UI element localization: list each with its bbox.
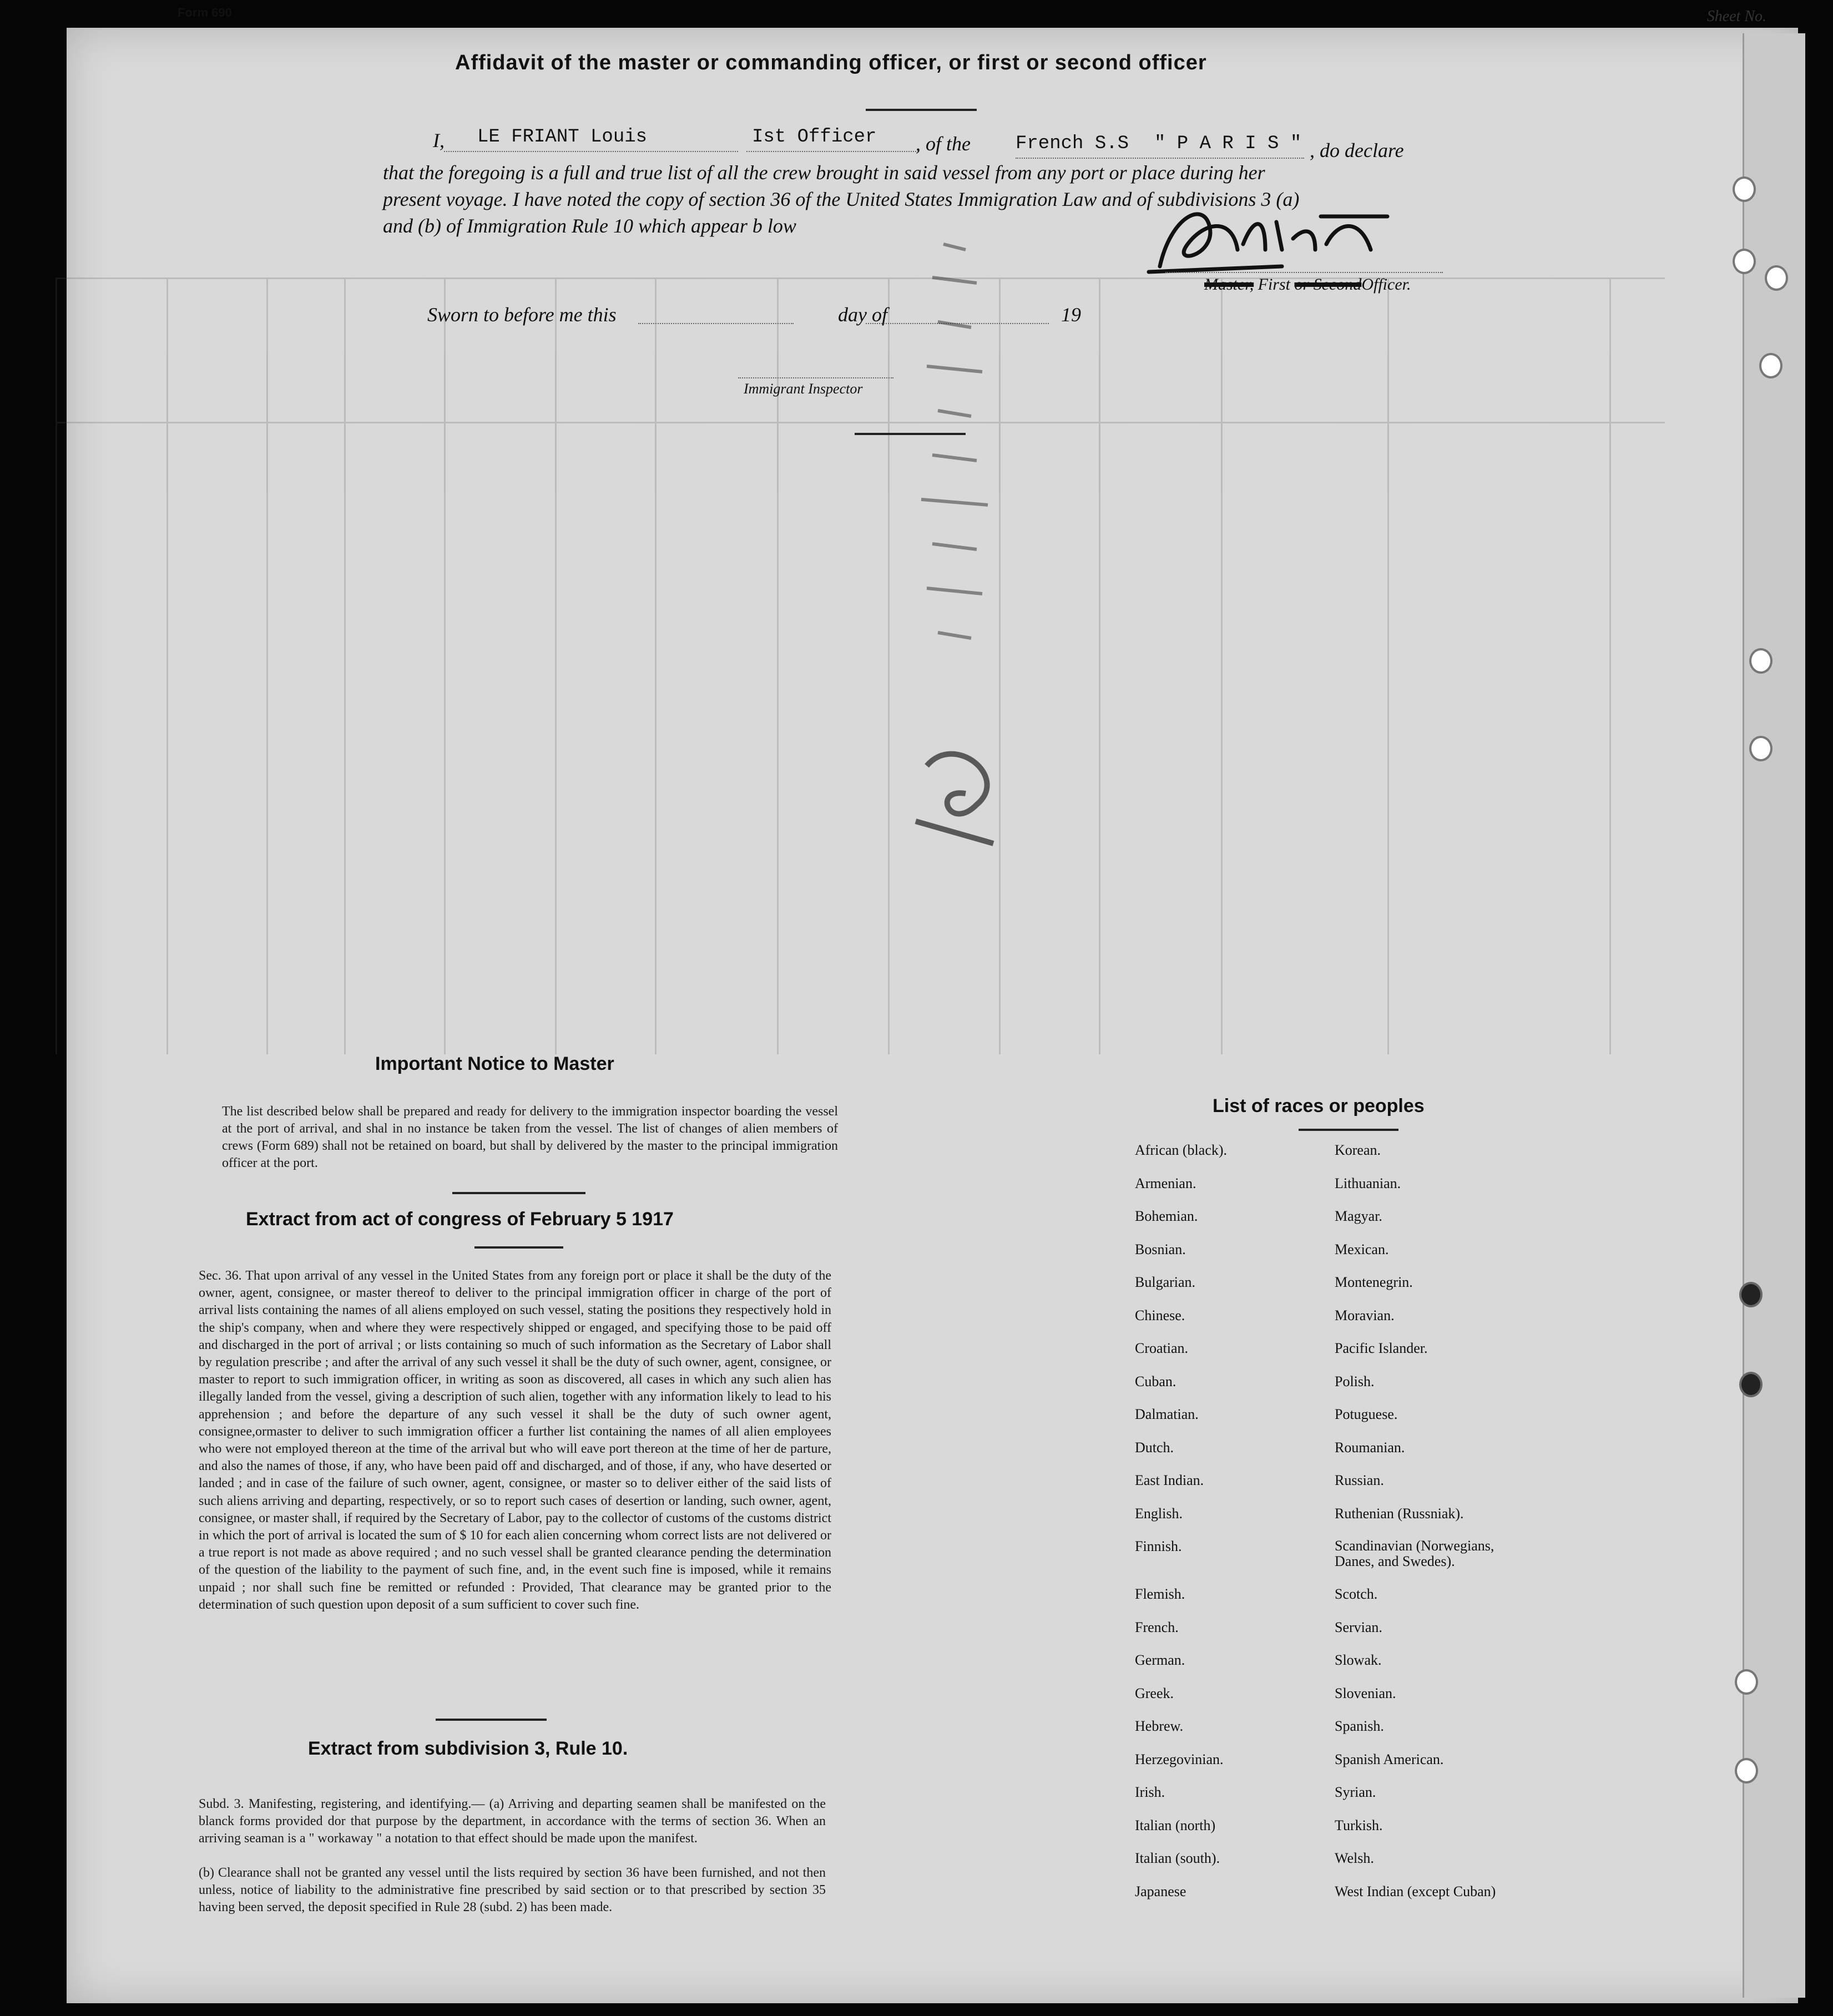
- punch-hole: [1749, 648, 1773, 674]
- affidavit-line-3: present voyage. I have noted the copy of section 36 of the United States Immigration Law and of subdivisions 3 (a): [383, 188, 1300, 210]
- race-item: Flemish.: [1135, 1586, 1185, 1602]
- affidavit-pronoun: I,: [433, 129, 445, 151]
- notice-body: The list described below shall be prepared and ready for delivery to the immigration inspector boarding the vessel at the port of arrival, and shal in no instance be taken from the vessel. The list of changes of alien members of crews (Form 689) shall not be retained on board, but shall by delivered by the master to the principal immigration officer at the port.: [222, 1104, 838, 1170]
- race-item: Chinese.: [1135, 1307, 1185, 1323]
- race-item: African (black).: [1135, 1142, 1228, 1158]
- race-item: Hebrew.: [1135, 1718, 1184, 1734]
- officer-name: LE FRIANT Louis: [477, 127, 648, 148]
- sworn-date-line: [638, 323, 794, 324]
- ink-stain: [866, 233, 1032, 899]
- race-item: Korean.: [1335, 1142, 1381, 1158]
- act-heading: Extract from act of congress of February 5 1917: [246, 1209, 674, 1230]
- race-item: Lithuanian.: [1335, 1175, 1401, 1191]
- year-prefix: 19: [1061, 304, 1081, 326]
- officer-label: Officer.: [1361, 275, 1411, 294]
- rank-underline: [746, 151, 918, 152]
- race-item: Spanish.: [1335, 1718, 1384, 1734]
- form-number: Form 690: [178, 6, 232, 19]
- race-item: Armenian.: [1135, 1175, 1196, 1191]
- affidavit-line-4: and (b) of Immigration Rule 10 which appear b low: [383, 215, 796, 237]
- rule-divider: [436, 1719, 547, 1721]
- race-item: Pacific Islander.: [1335, 1340, 1428, 1356]
- act-body: Sec. 36. That upon arrival of any vessel in the United States from any foreign port or place it shall be the duty of the owner, agent, consignee, or master thereof to deliver to the principal immigration officer in charge of the port of arrival lists containing the names of all aliens employed on such vessel, stating the positions they respectively hold in the ship's company, when and where they were respectively shipped or engaged, and specifying those to be paid off and discharged in the port of arrival ; or lists containing so much of such information as the Secretary of Labor shall by regulation prescribe ; and after the arrival of any such vessel it shall be the duty of such owner, agent, consignee, or master to report to such immigration officer, in writing as soon as discovered, all cases in which any such alien has illegally landed from the vessel, giving a description of such alien, together with any information likely to lead to his apprehension ; and before the departure of any such vessel it shall be the duty of such owner agent, consignee,ormaster to deliver to such immigration officer a further list containing the names of all alien employees who were not employed thereon at the time of the arrival but who will eave port thereon at the time of her de parture, and also the names of those, if any, who have been paid off and discharged, and of those, if any, who have deserted or landed ; and in case of the failure of such owner, agent, consignee, or master so to deliver either of the said lists of such aliens arriving and departing, respectively, or so to report such cases of desertion or landing, such owner, agent, consignee, or master shall, if required by the Secretary of Labor, pay to the collector of customs of the customs district in which the port of arrival is located the sum of $ 10 for each alien concerning whom correct lists are not delivered or a true report is not made as above required ; and no such vessel shall be granted clearance pending the determination of the question of the liability to the payment of such fine, and, in the event such fine is imposed, while it remains unpaid ; nor shall such fine be remitted or refunded : Provided, That clearance may be granted prior to the determination of such question upon deposit of a sum sufficient to cover such fine.: [199, 1269, 831, 1612]
- race-item: Roumanian.: [1335, 1439, 1405, 1456]
- race-item: Dutch.: [1135, 1439, 1174, 1456]
- race-item: Italian (south).: [1135, 1850, 1220, 1866]
- punch-hole: [1759, 353, 1782, 378]
- race-item: Scotch.: [1335, 1586, 1378, 1602]
- officer-rank: Ist Officer: [752, 127, 877, 148]
- struck-second: or Second: [1294, 275, 1362, 294]
- race-item: Ruthenian (Russniak).: [1335, 1505, 1464, 1522]
- race-item: Cuban.: [1135, 1373, 1176, 1390]
- affidavit-title: Affidavit of the master or commanding officer, or first or second officer: [455, 51, 1207, 74]
- punch-hole: [1733, 249, 1756, 274]
- underlying-page-edge: [1743, 33, 1805, 1998]
- race-item: Finnish.: [1135, 1538, 1182, 1554]
- vessel-underline: [1016, 158, 1304, 159]
- punch-hole: [1735, 1758, 1758, 1783]
- race-item: Scandinavian (Norwegians, Danes, and Swedes).: [1335, 1538, 1494, 1569]
- race-item: Italian (north): [1135, 1817, 1216, 1833]
- races-heading: List of races or peoples: [1213, 1095, 1425, 1116]
- notice-heading: Important Notice to Master: [375, 1053, 614, 1074]
- first-label: First: [1258, 275, 1291, 294]
- signature-title: [1204, 275, 1411, 294]
- race-item: Dalmatian.: [1135, 1406, 1199, 1422]
- race-item: Herzegovinian.: [1135, 1751, 1224, 1767]
- race-item: German.: [1135, 1652, 1185, 1668]
- title-rule: [866, 109, 977, 111]
- signature-underline: [1165, 272, 1443, 273]
- race-item: Russian.: [1335, 1472, 1384, 1488]
- race-item: English.: [1135, 1505, 1183, 1522]
- name-underline: [444, 151, 738, 152]
- of-the-label: , of the: [916, 133, 971, 155]
- race-item: Syrian.: [1335, 1784, 1376, 1800]
- race-item: Croatian.: [1135, 1340, 1189, 1356]
- race-item: Bosnian.: [1135, 1241, 1186, 1257]
- race-item: Slowak.: [1335, 1652, 1382, 1668]
- punch-hole: [1739, 1372, 1763, 1397]
- do-declare-label: , do declare: [1310, 139, 1404, 161]
- race-item: Greek.: [1135, 1685, 1174, 1701]
- vessel-name: " P A R I S ": [1154, 133, 1302, 154]
- race-item: Turkish.: [1335, 1817, 1383, 1833]
- punch-hole: [1733, 176, 1756, 202]
- race-item: Magyar.: [1335, 1208, 1382, 1224]
- rule-para-a: Subd. 3. Manifesting, registering, and identifying.— (a) Arriving and departing seamen shall be manifested on the blanck forms provided dor that purpose by the department, in accordance with the terms of section 36. When an arriving seaman is a " workaway " a notation to that effect should be made upon the manifest.: [199, 1797, 826, 1846]
- rule-para-b: (b) Clearance shall not be granted any vessel until the lists required by section 36 have been furnished, and not then unless, notice of liability to the administrative fine prescribed by said section or to that prescribed by section 35 having been served, the deposit specified in Rule 28 (subd. 2) has been made.: [199, 1866, 826, 1914]
- race-item: East Indian.: [1135, 1472, 1204, 1488]
- race-item: West Indian (except Cuban): [1335, 1883, 1496, 1899]
- race-item: Welsh.: [1335, 1850, 1374, 1866]
- rule-heading: Extract from subdivision 3, Rule 10.: [308, 1738, 628, 1759]
- act-rule: [474, 1246, 563, 1249]
- race-item: Irish.: [1135, 1784, 1165, 1800]
- race-item: Polish.: [1335, 1373, 1375, 1390]
- notice-rule: [452, 1192, 585, 1194]
- vessel-nationality: French S.S: [1016, 133, 1129, 154]
- race-item: Mexican.: [1335, 1241, 1389, 1257]
- affidavit-line-2: that the foregoing is a full and true list of all the crew brought in said vessel from any port or place during her: [383, 161, 1265, 184]
- race-item: Japanese: [1135, 1883, 1186, 1899]
- race-item: Spanish American.: [1335, 1751, 1444, 1767]
- race-item: Bohemian.: [1135, 1208, 1198, 1224]
- races-rule: [1299, 1129, 1398, 1131]
- sheet-number-label: Sheet No.: [1706, 8, 1766, 25]
- race-item: Bulgarian.: [1135, 1274, 1196, 1290]
- race-item: Moravian.: [1335, 1307, 1395, 1323]
- race-item: Potuguese.: [1335, 1406, 1398, 1422]
- struck-master: Master,: [1204, 275, 1254, 294]
- punch-hole: [1749, 736, 1773, 761]
- race-item: Servian.: [1335, 1619, 1382, 1635]
- day-of-label: day of: [838, 304, 887, 326]
- sworn-label: Sworn to before me this: [427, 304, 617, 326]
- punch-hole: [1735, 1669, 1758, 1695]
- race-item: Slovenian.: [1335, 1685, 1396, 1701]
- race-item: French.: [1135, 1619, 1179, 1635]
- punch-hole: [1739, 1282, 1763, 1307]
- punch-hole: [1765, 265, 1788, 291]
- race-item: Montenegrin.: [1335, 1274, 1413, 1290]
- inspector-label: Immigrant Inspector: [744, 381, 863, 397]
